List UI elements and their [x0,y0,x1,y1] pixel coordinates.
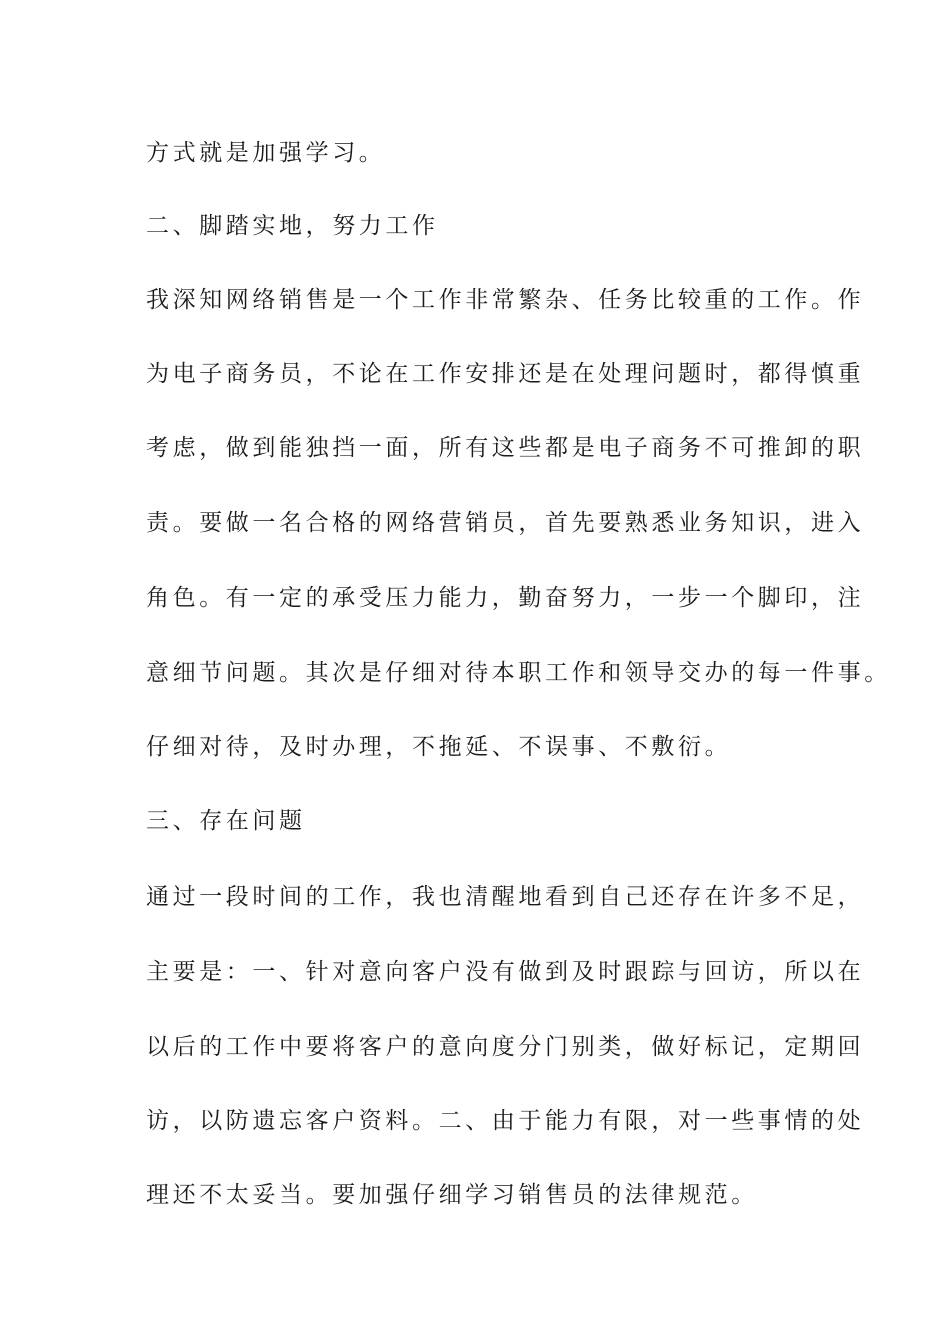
section-heading: 三、存在问题 [146,808,306,834]
paragraph-line: 我深知网络销售是一个工作非常繁杂、任务比较重的工作。作 [146,287,865,313]
paragraph-line: 访，以防遗忘客户资料。二、由于能力有限，对一些事情的处 [146,1108,865,1134]
paragraph-line: 以后的工作中要将客户的意向度分门别类，做好标记，定期回 [146,1034,865,1060]
paragraph-line: 方式就是加强学习。 [146,140,386,166]
paragraph-line: 责。要做一名合格的网络营销员，首先要熟悉业务知识，进入 [146,510,865,536]
paragraph-line: 考虑，做到能独挡一面，所有这些都是电子商务不可推卸的职 [146,435,865,461]
paragraph-line: 通过一段时间的工作，我也清醒地看到自己还存在许多不足， [146,884,865,910]
paragraph-line: 仔细对待，及时办理，不拖延、不误事、不敷衍。 [146,734,732,760]
paragraph-line: 角色。有一定的承受压力能力，勤奋努力，一步一个脚印，注 [146,585,865,611]
paragraph-line: 理还不太妥当。要加强仔细学习销售员的法律规范。 [146,1182,758,1208]
paragraph-line: 意细节问题。其次是仔细对待本职工作和领导交办的每一件事。 [146,660,891,686]
paragraph-line: 主要是：一、针对意向客户没有做到及时跟踪与回访，所以在 [146,959,865,985]
section-heading: 二、脚踏实地，努力工作 [146,213,439,239]
paragraph-line: 为电子商务员，不论在工作安排还是在处理问题时，都得慎重 [146,361,865,387]
